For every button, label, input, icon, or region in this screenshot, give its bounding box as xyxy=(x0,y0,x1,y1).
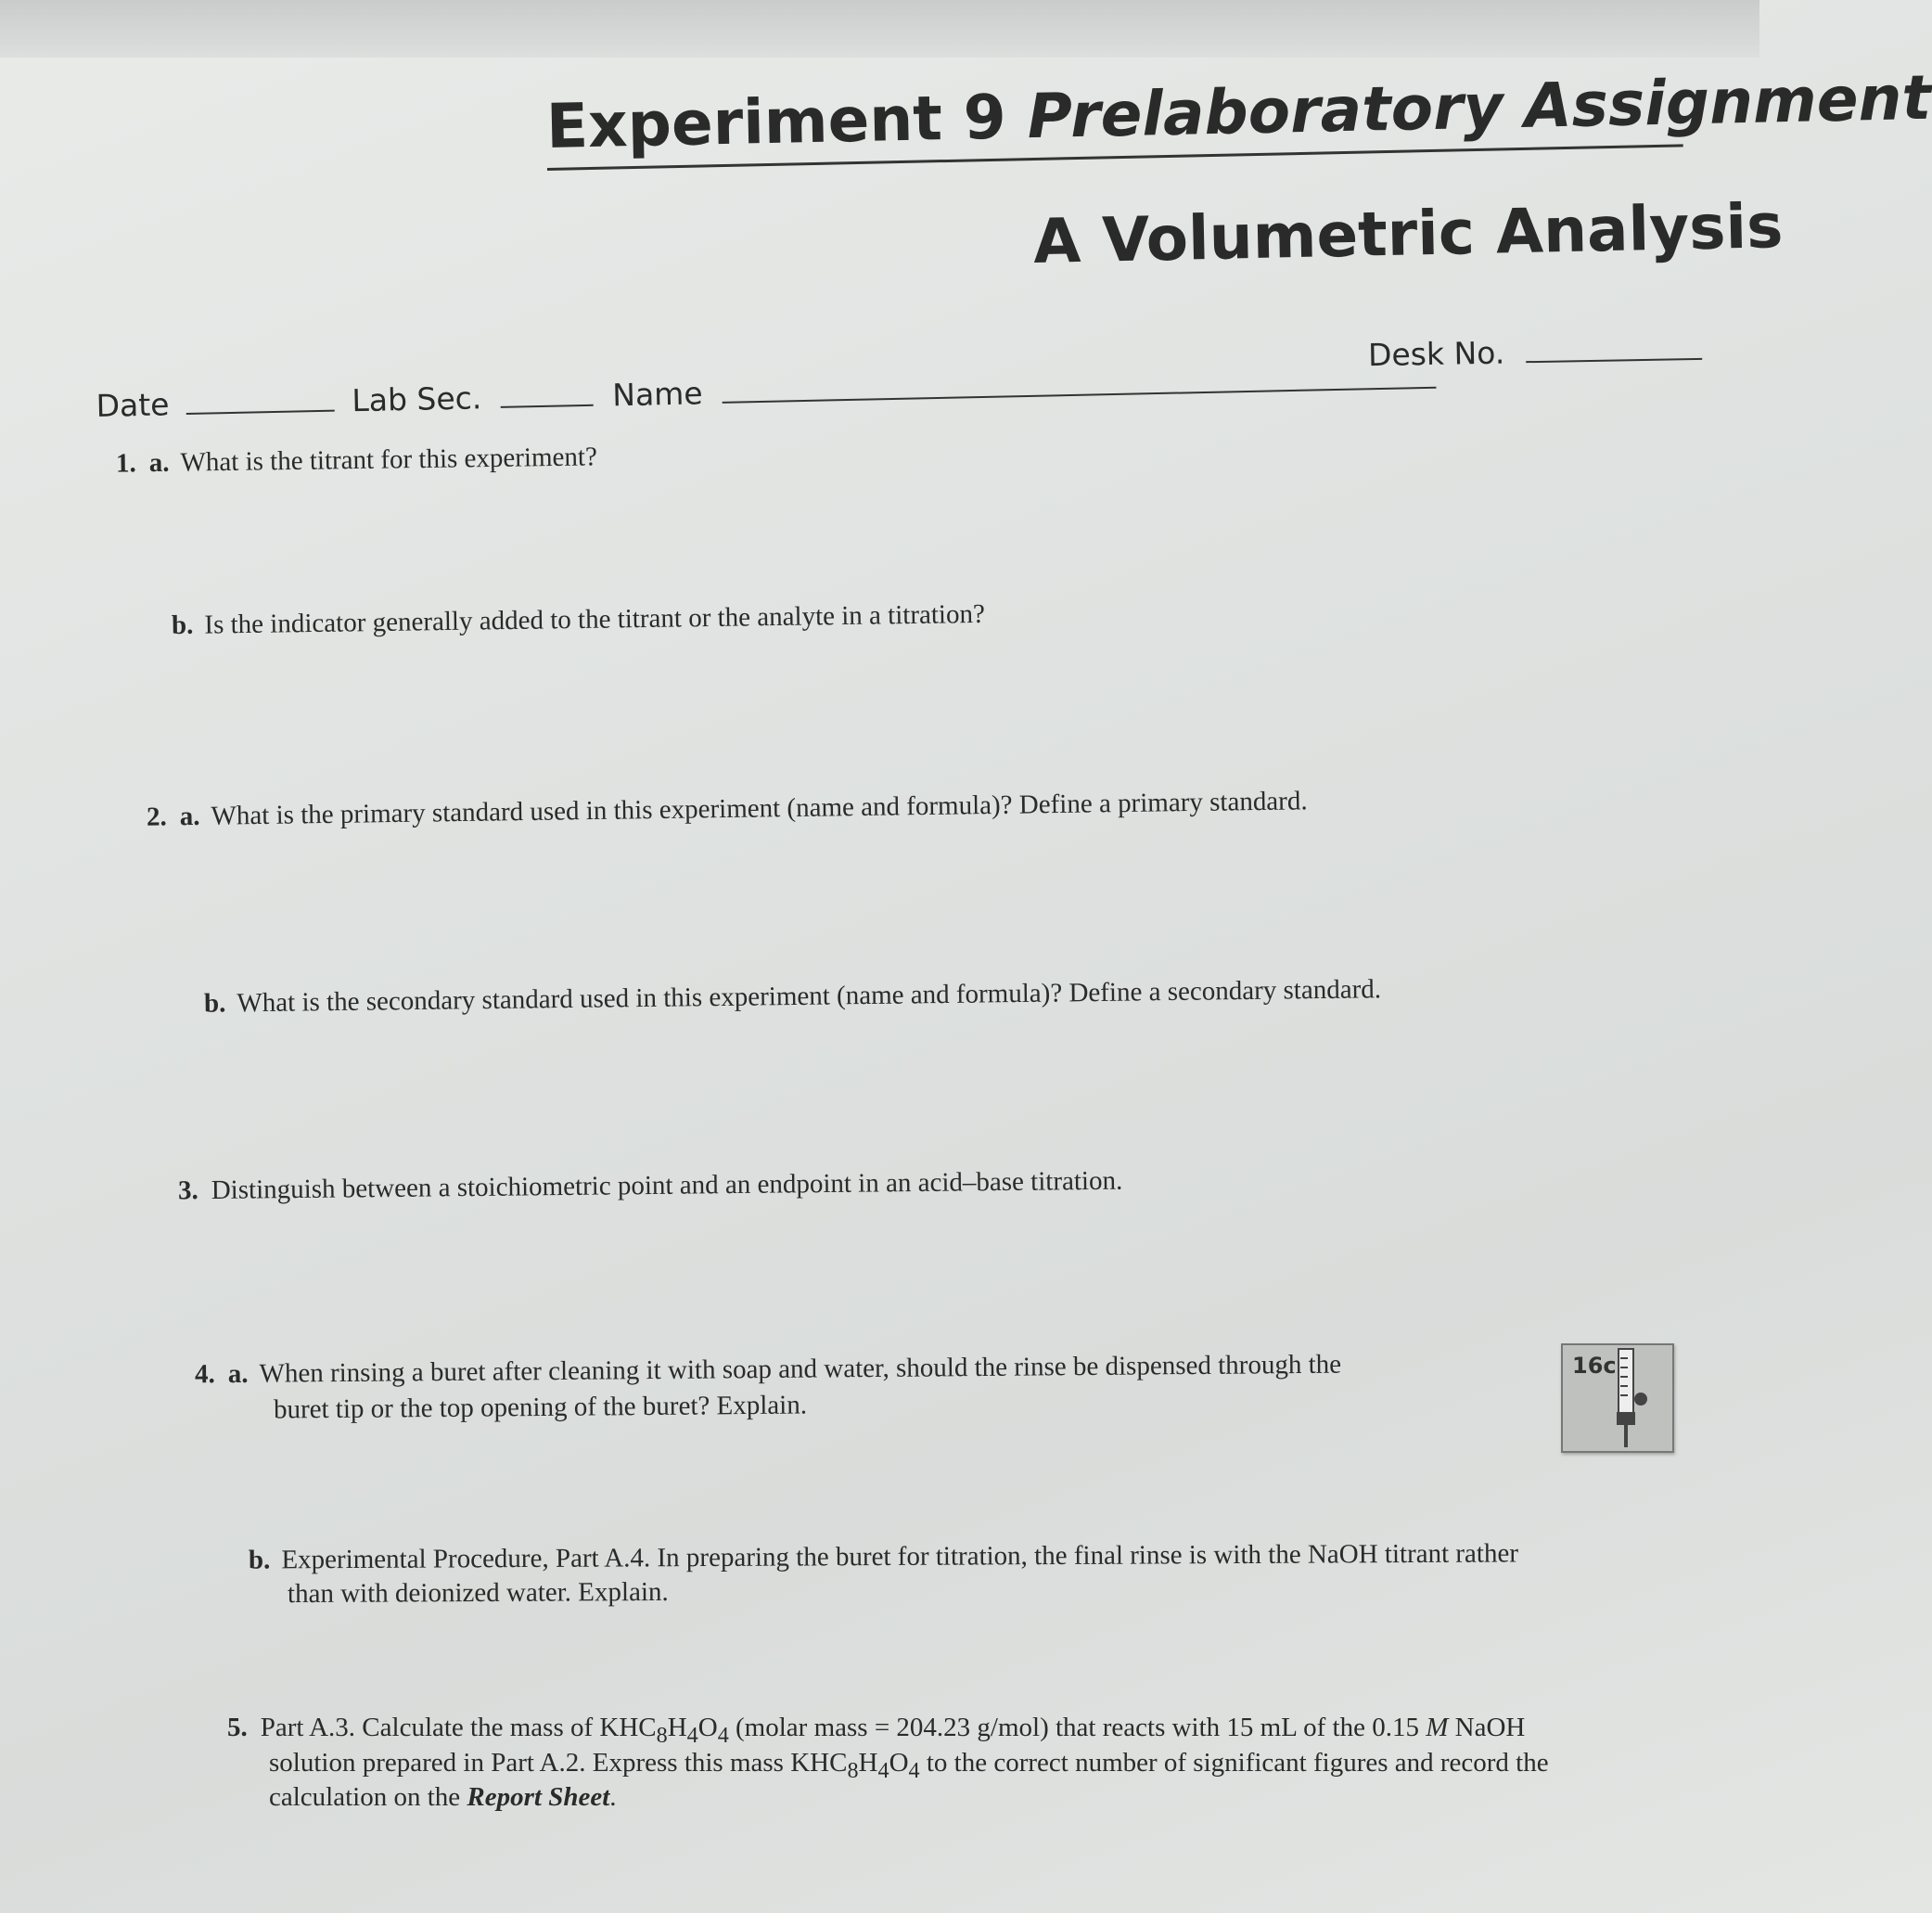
q5-text-a: Part A.3. Calculate the mass of KHC xyxy=(260,1713,657,1742)
question-text: Distinguish between a stoichiometric point and an endpoint in an acid–base titration. xyxy=(211,1165,1123,1205)
desk-blank[interactable] xyxy=(1526,358,1702,363)
question-number: 4. xyxy=(194,1359,215,1390)
question-part-label: b. xyxy=(171,610,194,641)
question-number: 2. xyxy=(146,802,168,832)
page-top-edge xyxy=(0,0,1759,58)
question-text: What is the primary standard used in this experiment (name and formula)? Define a primary standard. xyxy=(211,786,1308,831)
question-number: 5. xyxy=(227,1713,248,1742)
title-assignment: Prelaboratory Assignment xyxy=(1026,61,1932,153)
question-4b-cont xyxy=(288,1573,669,1612)
question-text: What is the titrant for this experiment? xyxy=(180,442,598,478)
question-number: 3. xyxy=(177,1175,198,1206)
lab-sec-blank[interactable] xyxy=(501,404,594,408)
question-part-label: b. xyxy=(248,1545,271,1575)
student-info-row xyxy=(96,360,1436,424)
question-text-line1: Experimental Procedure, Part A.4. In preparing the buret for titration, the final rinse is with the NaOH titrant rather xyxy=(281,1538,1519,1575)
question-text-line1: When rinsing a buret after cleaning it with soap and water, should the rinse be dispensed through the xyxy=(259,1349,1342,1389)
q5-text-b: . xyxy=(609,1782,617,1812)
question-part-label: a. xyxy=(179,801,200,832)
desk-label: Desk No. xyxy=(1367,334,1505,374)
q5-text-b: to the correct number of significant figures and record the xyxy=(919,1748,1549,1778)
report-sheet-label: Report Sheet xyxy=(467,1782,610,1812)
question-2a xyxy=(147,782,1308,835)
question-text-line2: than with deionized water. Explain. xyxy=(287,1576,669,1610)
name-label: Name xyxy=(611,375,704,414)
page-subtitle: A Volumetric Analysis xyxy=(1032,190,1785,277)
page-title xyxy=(545,61,1932,171)
question-text: What is the secondary standard used in this experiment (name and formula)? Define a secondary standard. xyxy=(237,974,1382,1019)
name-blank[interactable] xyxy=(722,387,1436,404)
question-number: 1. xyxy=(115,448,136,479)
question-1b xyxy=(172,596,985,644)
question-5-line3 xyxy=(269,1778,617,1816)
icon-label: 16c xyxy=(1572,1353,1617,1379)
q5-text-a: calculation on the xyxy=(269,1782,467,1812)
subscript: 4 xyxy=(717,1722,729,1748)
q5-o: O xyxy=(889,1748,909,1778)
q5-text-c: NaOH xyxy=(1448,1713,1526,1742)
subscript: 8 xyxy=(847,1757,859,1783)
question-text: Is the indicator generally added to the titrant or the analyte in a titration? xyxy=(204,598,986,640)
q5-text-b: (molar mass = 204.23 g/mol) that reacts with 15 mL of the 0.15 xyxy=(728,1713,1427,1742)
q5-h: H xyxy=(667,1713,687,1742)
subscript: 8 xyxy=(656,1722,668,1748)
question-part-label: b. xyxy=(203,988,226,1019)
question-2b xyxy=(204,970,1381,1022)
buret-icon-graphic xyxy=(1563,1345,1672,1451)
subscript: 4 xyxy=(686,1722,698,1748)
date-blank[interactable] xyxy=(186,410,335,415)
question-4a xyxy=(195,1346,1341,1393)
molarity-symbol: M xyxy=(1426,1713,1449,1742)
q5-text-a: solution prepared in Part A.2. Express this mass KHC xyxy=(269,1748,848,1778)
question-part-label: a. xyxy=(227,1358,249,1390)
subscript: 4 xyxy=(877,1757,889,1783)
buret-icon xyxy=(1561,1343,1674,1453)
question-text-line2: buret tip or the top opening of the buret? Explain. xyxy=(273,1390,808,1425)
question-part-label: a. xyxy=(148,447,170,479)
question-4b xyxy=(249,1534,1518,1578)
q5-h: H xyxy=(858,1748,878,1778)
date-label: Date xyxy=(96,386,170,424)
question-3 xyxy=(178,1162,1123,1210)
question-1a xyxy=(116,438,597,481)
question-4a-cont xyxy=(274,1386,807,1428)
title-experiment: Experiment 9 xyxy=(545,81,1007,163)
lab-sec-label: Lab Sec. xyxy=(351,379,482,419)
q5-o: O xyxy=(697,1713,718,1742)
subscript: 4 xyxy=(908,1757,920,1783)
